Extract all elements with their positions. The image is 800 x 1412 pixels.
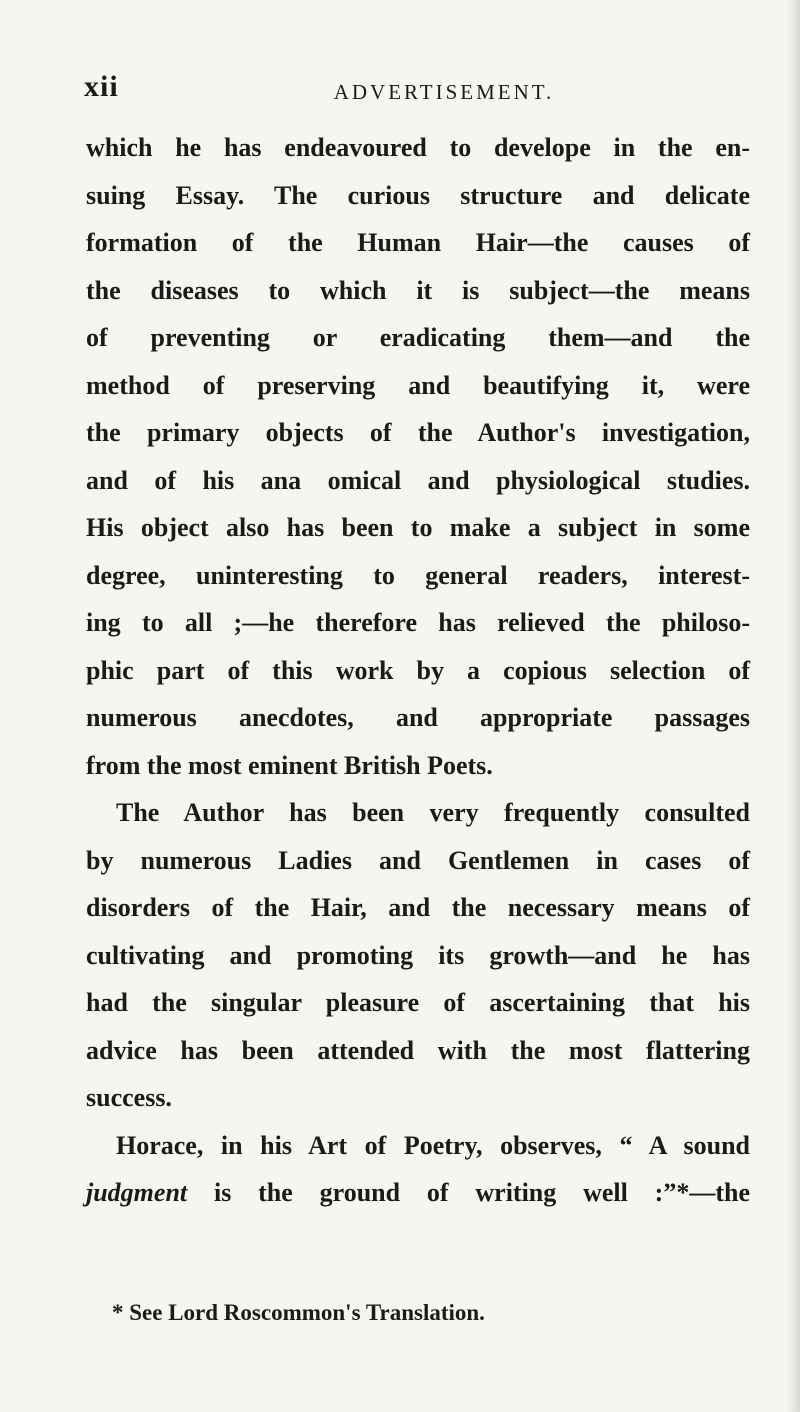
- text-line: Horace, in his Art of Poetry, observes, “ A sound: [116, 1130, 750, 1160]
- body-text: [86, 124, 750, 1217]
- text-line: success.: [86, 1083, 172, 1112]
- text-line: [86, 1169, 750, 1217]
- text-line: the diseases to which it is subject—the means: [86, 275, 750, 305]
- page-number: xii: [84, 70, 119, 103]
- text-line: cultivating and promoting its growth—and he has: [86, 940, 750, 970]
- paragraph-1: [86, 124, 750, 789]
- text-line: phic part of this work by a copious selection of: [86, 655, 750, 685]
- footnote: * See Lord Roscommon's Translation.: [112, 1300, 485, 1325]
- text-line: and of his ana omical and physiological studies.: [86, 465, 750, 495]
- text-line: His object also has been to make a subject in some: [86, 513, 750, 542]
- text-run: is the ground of writing well :”*—the: [187, 1178, 750, 1207]
- running-title: ADVERTISEMENT.: [333, 80, 555, 104]
- text-line: The Author has been very frequently consulted: [116, 798, 750, 827]
- text-line: advice has been attended with the most flattering: [86, 1035, 750, 1065]
- text-line: method of preserving and beautifying it, were: [86, 370, 750, 400]
- italic-word: judgment: [86, 1178, 188, 1207]
- text-line: from the most eminent British Poets.: [86, 750, 493, 780]
- text-line: ing to all ;—he therefore has relieved the philoso-: [86, 608, 750, 637]
- text-line: had the singular pleasure of ascertaining that his: [86, 988, 750, 1017]
- paragraph-2: [86, 789, 750, 1122]
- page-edge-shadow: [786, 0, 800, 1412]
- text-line: formation of the Human Hair—the causes of: [86, 228, 750, 257]
- text-line: degree, uninteresting to general readers, interest-: [86, 560, 750, 590]
- text-line: suing Essay. The curious structure and delicate: [86, 180, 750, 210]
- text-line: by numerous Ladies and Gentlemen in cases of: [86, 845, 750, 875]
- text-line: disorders of the Hair, and the necessary means of: [86, 893, 750, 922]
- text-line: numerous anecdotes, and appropriate passages: [86, 703, 750, 732]
- text-line: the primary objects of the Author's investigation,: [86, 418, 750, 447]
- paragraph-3: [86, 1122, 750, 1217]
- text-line: of preventing or eradicating them—and the: [86, 323, 750, 352]
- page-header: [84, 70, 744, 110]
- text-line: which he has endeavoured to develope in the en-: [86, 133, 750, 162]
